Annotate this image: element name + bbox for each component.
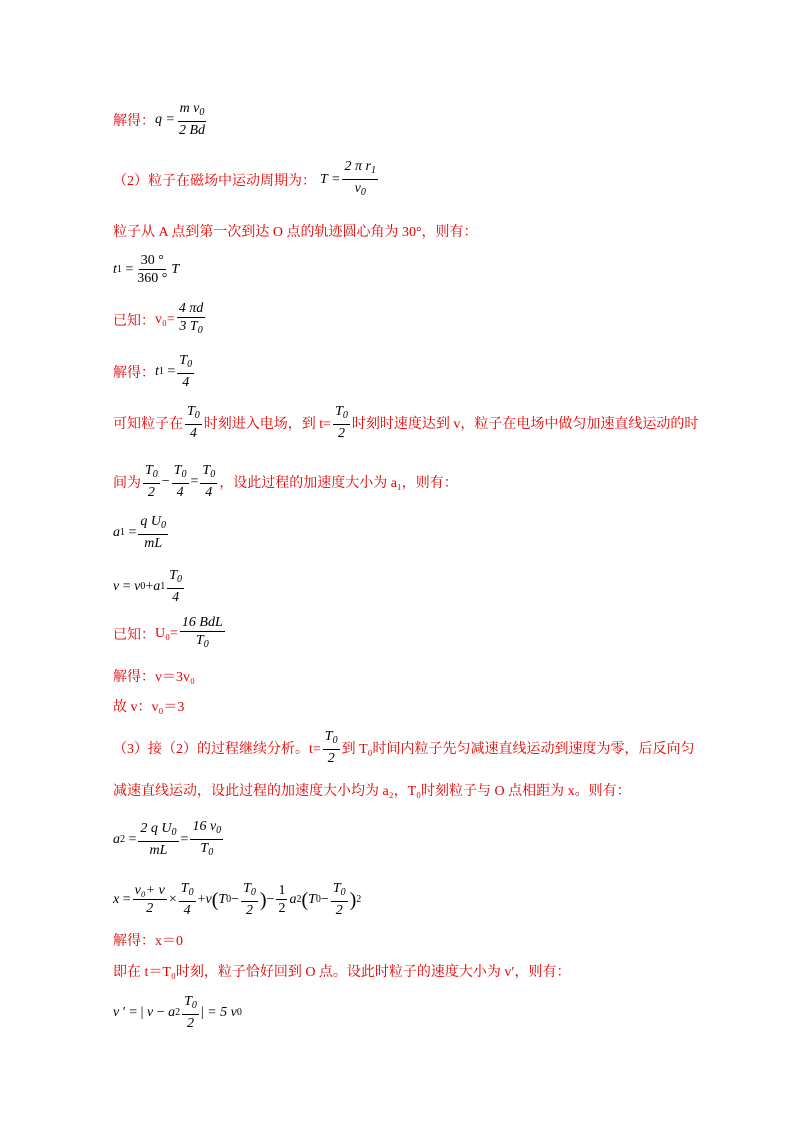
- U0-fraction: $\frac{\text{16 BdL}}{T_0}$: [181, 615, 223, 650]
- T-symbol: T =: [320, 171, 341, 187]
- period-numerator: 2 π r: [344, 159, 371, 174]
- a2-fraction-1: $\frac{2 q U_0}{mL}$: [140, 821, 177, 858]
- v0-denominator: 3 T: [179, 319, 198, 334]
- duration-frac-3: $\frac{T_0}{4}$: [202, 463, 216, 500]
- v-fraction: $\frac{T_0}{4}$: [169, 568, 183, 605]
- solve-label: 解得：: [113, 365, 155, 381]
- part2-text: （2）粒子在磁场中运动周期为：: [113, 173, 316, 189]
- given-label: 已知：: [113, 313, 155, 329]
- angle-numerator: 30 °: [140, 253, 164, 268]
- given-label: 已知：: [113, 627, 155, 643]
- solve-t1-line: 解得： t 1 = $\frac{T_0}{4}$: [113, 353, 193, 390]
- ratio-line: [113, 696, 184, 716]
- arc-angle-text: [113, 221, 478, 241]
- given-U0-line: [113, 614, 227, 653]
- part3-line-2: [113, 780, 631, 800]
- t1-formula: t 1 = $\frac{30 ^\circ}{360 ^\circ}$ T: [113, 253, 180, 286]
- final-result: = 5 v: [207, 1004, 237, 1020]
- enter-field-text-b: 时刻进入电场，到 t=: [203, 416, 332, 432]
- duration-text: 间为: [113, 475, 141, 491]
- enter-field-text-a: 可知粒子在: [113, 416, 183, 432]
- duration-text-end: ，设此过程的加速度大小为 a₁，则有：: [219, 475, 458, 491]
- t1-numerator: T: [179, 353, 188, 368]
- x-half-numerator: 1: [278, 883, 286, 898]
- final-text: 即在 t＝T₀时刻，粒子恰好回到 O 点。设此时粒子的速度大小为 v′，则有：: [113, 965, 571, 980]
- angle-denominator: 360 °: [137, 271, 168, 286]
- x-time-1: $\frac{T_0}{4}$: [180, 881, 194, 918]
- period-line: [113, 158, 380, 201]
- a1-formula: a 1 = $\frac{q U_0}{mL}$: [113, 514, 167, 551]
- final-velocity-formula: v ′ = | v − a 2 $\frac{T_0}{2}$ | = 5 v 0: [113, 994, 242, 1031]
- v-formula: v = v 0 + a 1 $\frac{T_0}{4}$: [113, 568, 183, 605]
- x-avg-numerator: v₀+ v: [134, 883, 165, 898]
- x-avg-velocity: $\frac{\text{v₀+ v}}{2}$: [134, 883, 165, 916]
- x-half: $\frac{1}{2}$: [278, 883, 286, 916]
- v0-symbol: v₀=: [155, 311, 175, 327]
- U0-numerator: 16 BdL: [181, 615, 223, 630]
- given-v0-line: [113, 300, 207, 339]
- solve-label: 解得：: [113, 113, 155, 129]
- period-fraction: $\frac{2 \pi r_1}{v_0}$: [344, 159, 376, 198]
- x-result-line: [113, 930, 183, 950]
- final-fraction: $\frac{T_0}{2}$: [184, 994, 197, 1031]
- a2-formula: a 2 = $\frac{2 q U_0}{mL}$ = $\frac{16 v_0}{T_0}$: [113, 818, 225, 861]
- ratio-text: 故 v：v₀＝3: [113, 700, 185, 715]
- solve-q-line: [113, 100, 209, 139]
- part3-line-1: [113, 728, 695, 767]
- duration-frac-1: $\frac{T_0}{2}$: [145, 463, 158, 500]
- t1-denominator: 4: [182, 375, 190, 390]
- v-result-text: 解得：v＝3v₀: [113, 670, 195, 685]
- duration-frac-2: $\frac{T_0}{4}$: [173, 463, 187, 500]
- q-numerator: m v: [179, 101, 200, 116]
- v0-numerator: 4 πd: [178, 301, 204, 316]
- q-denominator: 2 Bd: [178, 123, 206, 138]
- t1-symbol: t: [113, 261, 117, 277]
- a2-fraction-2: $\frac{16 v_0}{T_0}$: [192, 819, 222, 858]
- part3-fraction: $\frac{T_0}{2}$: [324, 729, 338, 766]
- a1-numerator: q U: [140, 514, 162, 529]
- U0-symbol: U₀=: [155, 625, 178, 641]
- part3-text-b: 到 T₀时间内粒子先匀减速直线运动到速度为零，后反向匀: [341, 741, 695, 757]
- arc-angle-sentence: 粒子从 A 点到第一次到达 O 点的轨迹圆心角为 30°，则有：: [113, 225, 478, 240]
- angle-fraction: [135, 252, 169, 287]
- x-result-text: 解得：x＝0: [113, 934, 183, 949]
- part3-text-a: （3）接（2）的过程继续分析。t=: [113, 741, 321, 757]
- x-time-2: $\frac{T_0}{2}$: [243, 881, 256, 918]
- v0-fraction: $\frac{4 \pi d}{3 T_0}$: [178, 301, 204, 336]
- a2-numerator: 2 q U: [140, 821, 172, 836]
- enter-time-fraction: $\frac{T_0}{4}$: [187, 404, 200, 441]
- a2-denominator: mL: [149, 843, 168, 858]
- q-fraction: $\frac{m v_0}{2 Bd}$: [178, 101, 206, 138]
- a1-fraction: $\frac{q U_0}{mL}$: [140, 514, 167, 551]
- t1-fraction: $\frac{T_0}{4}$: [179, 353, 193, 390]
- part3-text-c: 减速直线运动，设此过程的加速度大小均为 a₂，T₀时刻粒子与 O 点相距为 x。则有：: [113, 784, 631, 799]
- x-formula: x = $\frac{\text{v₀+ v}}{2}$ × $\frac{T_0}{4}$ + v ( T 0 − $\frac{T_0}{2}$ ) − $\frac{1}{2}$ a 2 ( T 0 − $\frac{T_0}{2}$ ) 2: [113, 881, 362, 918]
- enter-field-line: [113, 403, 698, 442]
- a2-numerator-2: 16 v: [192, 819, 217, 834]
- half-period-fraction: $\frac{T_0}{2}$: [335, 404, 348, 441]
- q-symbol: q =: [155, 111, 175, 127]
- final-text-line: [113, 961, 571, 981]
- a1-denominator: mL: [144, 536, 163, 551]
- enter-field-text-c: 时刻时速度达到 v，粒子在电场中做匀加速直线运动的时: [351, 416, 699, 432]
- v-result-line: [113, 666, 195, 686]
- duration-line: 间为 $\frac{T_0}{2}$ − $\frac{T_0}{4}$ = $\frac{T_0}{4}$ ，设此过程的加速度大小为 a₁，则有：: [113, 463, 458, 500]
- x-time-3: $\frac{T_0}{2}$: [332, 881, 346, 918]
